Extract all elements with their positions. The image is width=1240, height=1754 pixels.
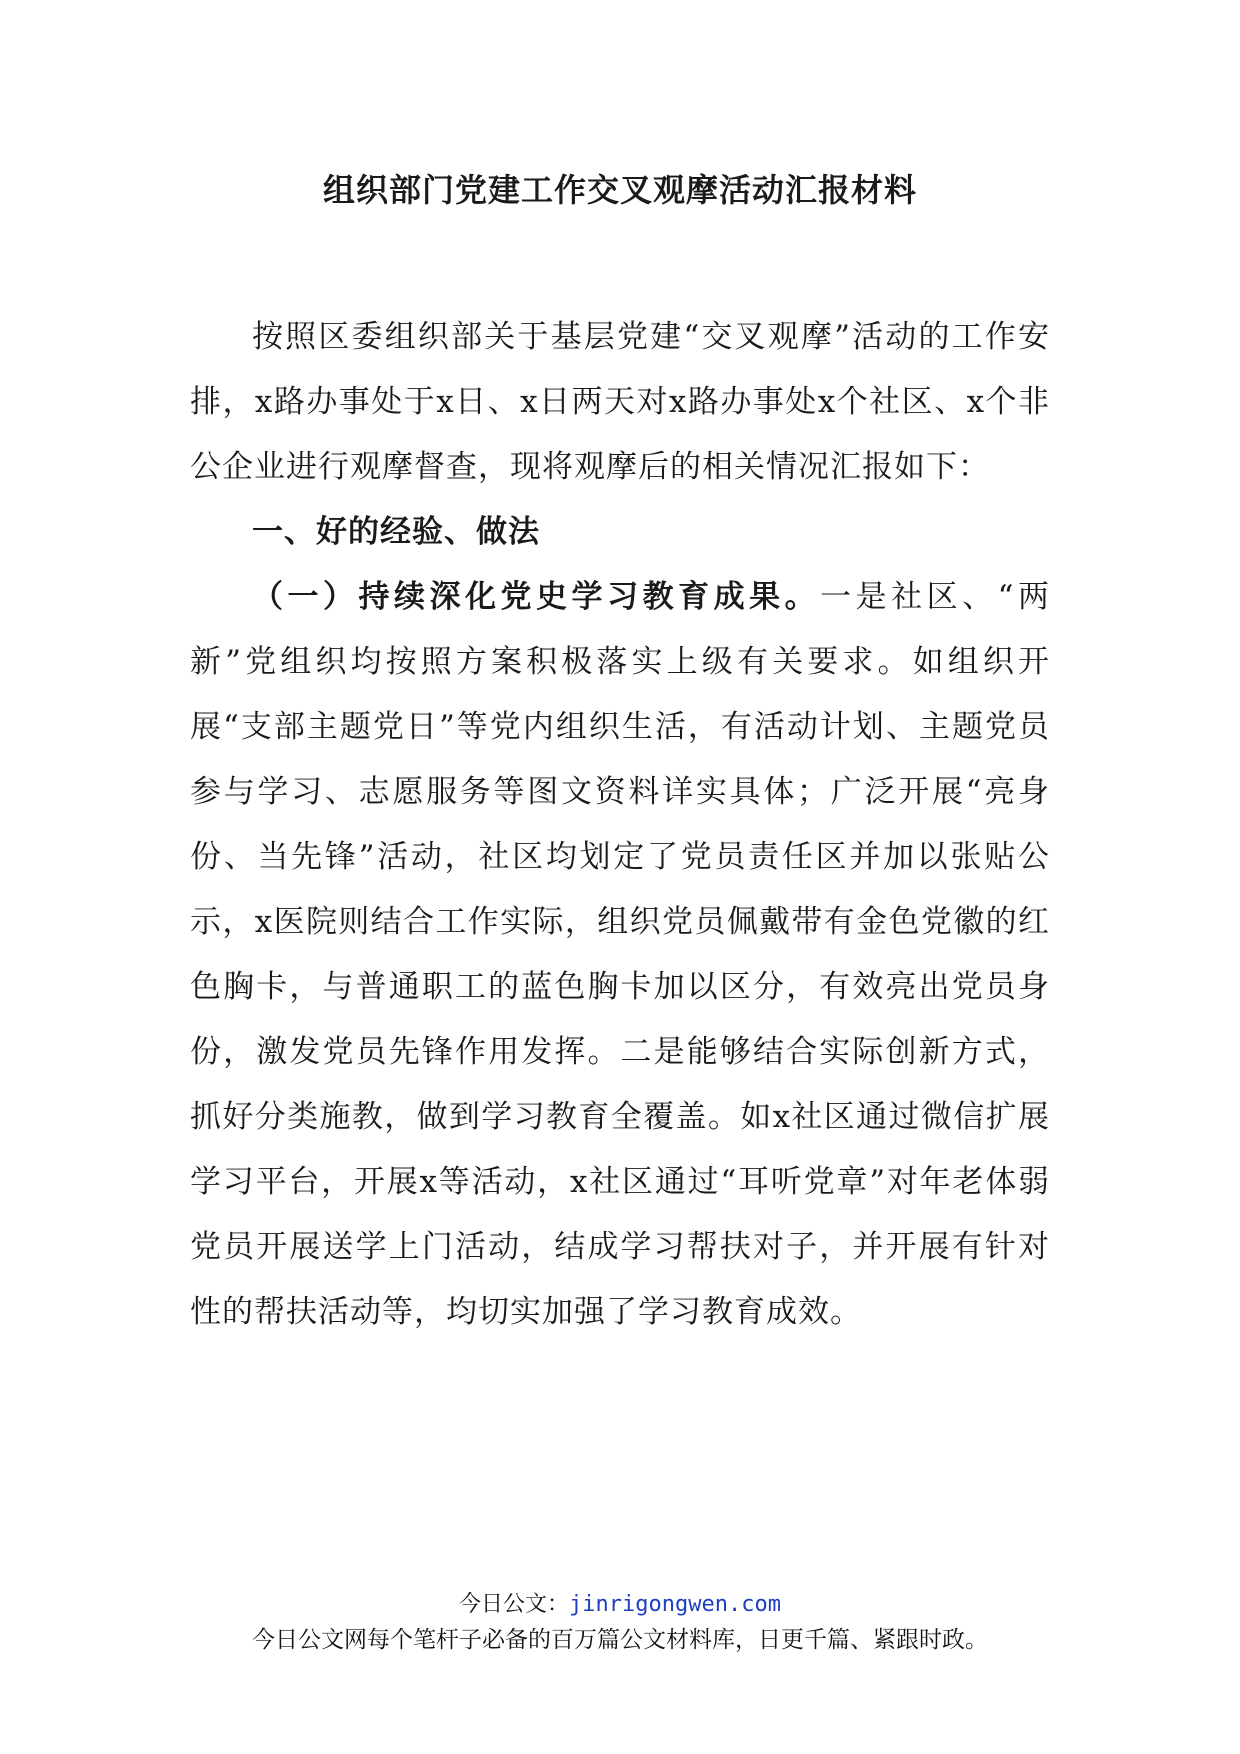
section-heading-paragraph: [190, 500, 1050, 565]
subsection-paragraph: [190, 565, 1050, 1345]
footer-label: 今日公文：: [459, 1592, 570, 1617]
footer-site-line: [0, 1590, 1240, 1620]
section-heading: 一、好的经验、做法: [252, 514, 540, 550]
subsection-body: 一是社区、“两新”党组织均按照方案积极落实上级有关要求。如组织开展“支部主题党日”等党内组织生活，有活动计划、主题党员参与学习、志愿服务等图文资料详实具体；广泛开展“亮身份、当先锋”活动，社区均划定了党员责任区并加以张贴公示，x医院则结合工作实际，组织党员佩戴带有金色党徽的红色胸卡，与普通职工的蓝色胸卡加以区分，有效亮出党员身份，激发党员先锋作用发挥。二是能够结合实际创新方式，抓好分类施教，做到学习教育全覆盖。如x社区通过微信扩展学习平台，开展x等活动，x社区通过“耳听党章”对年老体弱党员开展送学上门活动，结成学习帮扶对子，并开展有针对性的帮扶活动等，均切实加强了学习教育成效。: [190, 579, 1050, 1330]
document-title: 组织部门党建工作交叉观摩活动汇报材料: [322, 171, 917, 209]
footer: [0, 1590, 1240, 1656]
footer-site-link[interactable]: jinrigongwen.com: [569, 1592, 781, 1617]
subsection-heading: （一）持续深化党史学习教育成果。: [252, 579, 821, 615]
footer-slogan: 今日公文网每个笔杆子必备的百万篇公文材料库，日更千篇、紧跟时政。: [252, 1627, 988, 1653]
intro-paragraph: 按照区委组织部关于基层党建“交叉观摩”活动的工作安排，x路办事处于x日、x日两天对x路办事处x个社区、x个非公企业进行观摩督查，现将观摩后的相关情况汇报如下：: [190, 319, 1050, 485]
document-body: [190, 305, 1050, 1345]
